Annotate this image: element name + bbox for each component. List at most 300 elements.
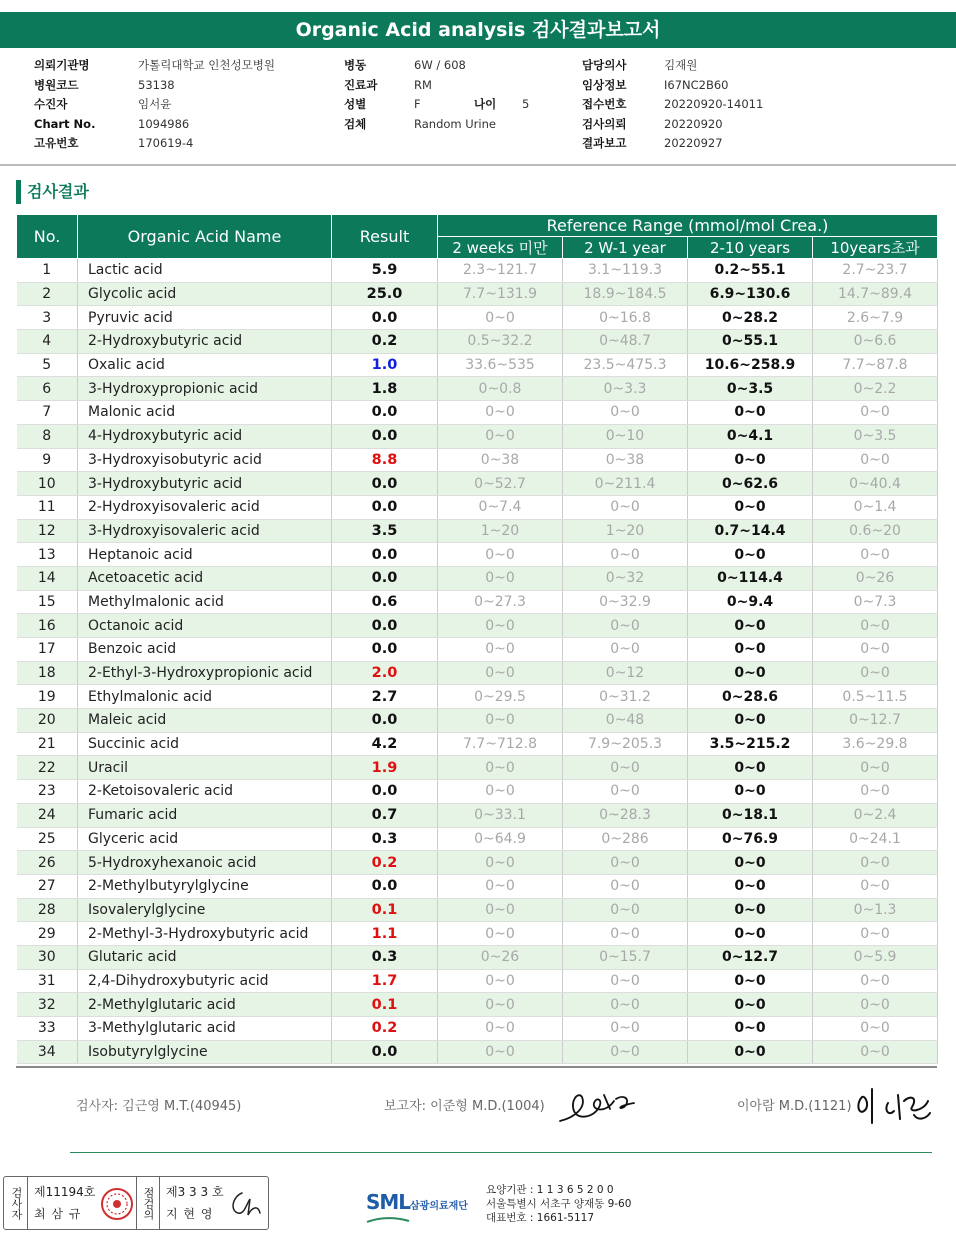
row-acid-name: Glyceric acid — [78, 827, 332, 851]
row-range-2w: 0~0 — [438, 922, 563, 946]
row-range-10y-plus: 0~1.3 — [813, 898, 938, 922]
info-label: 검사의뢰 — [582, 116, 627, 131]
third-signature-label: 이아람 M.D.(1121) — [737, 1099, 852, 1114]
row-result: 1.8 — [332, 377, 438, 401]
row-range-10y-plus: 2.6~7.9 — [813, 306, 938, 330]
row-range-2-10y: 0~0 — [688, 638, 813, 662]
row-result: 1.0 — [332, 353, 438, 377]
row-range-10y-plus: 0.6~20 — [813, 519, 938, 543]
row-no: 20 — [17, 709, 78, 733]
row-range-2w-1y: 0~48.7 — [563, 330, 688, 354]
row-acid-name: Uracil — [78, 756, 332, 780]
row-acid-name: Isobutyrylglycine — [78, 1040, 332, 1064]
row-range-2-10y: 3.5~215.2 — [688, 732, 813, 756]
row-acid-name: Ethylmalonic acid — [78, 685, 332, 709]
row-range-2-10y: 0~3.5 — [688, 377, 813, 401]
row-range-2w-1y: 0~15.7 — [563, 945, 688, 969]
row-acid-name: Lactic acid — [78, 259, 332, 283]
table-row — [17, 590, 938, 614]
row-range-2w: 0~7.4 — [438, 495, 563, 519]
row-acid-name: 2-Methylglutaric acid — [78, 993, 332, 1017]
table-row — [17, 330, 938, 354]
row-acid-name: Octanoic acid — [78, 614, 332, 638]
table-row — [17, 756, 938, 780]
row-no: 24 — [17, 803, 78, 827]
row-no: 15 — [17, 590, 78, 614]
info-label: 결과보고 — [582, 136, 627, 150]
row-range-2w: 7.7~712.8 — [438, 732, 563, 756]
institution-details — [486, 1183, 631, 1225]
row-range-2w: 0~64.9 — [438, 827, 563, 851]
row-no: 29 — [17, 922, 78, 946]
row-range-2-10y: 10.6~258.9 — [688, 353, 813, 377]
row-range-2w-1y: 0~0 — [563, 401, 688, 425]
row-result: 0.0 — [332, 566, 438, 590]
footer-rule — [70, 1152, 932, 1153]
row-no: 10 — [17, 472, 78, 496]
info-value: RM — [414, 77, 432, 92]
row-acid-name: 2,4-Dihydroxybutyric acid — [78, 969, 332, 993]
row-range-10y-plus: 0~0 — [813, 661, 938, 685]
row-range-10y-plus: 0~0 — [813, 401, 938, 425]
row-result: 1.1 — [332, 922, 438, 946]
row-no: 30 — [17, 945, 78, 969]
row-range-2-10y: 6.9~130.6 — [688, 282, 813, 306]
row-range-2w: 0~26 — [438, 945, 563, 969]
table-end-rule — [16, 1066, 937, 1068]
row-range-2w-1y: 0~16.8 — [563, 306, 688, 330]
row-no: 3 — [17, 306, 78, 330]
row-range-2w: 0~0.8 — [438, 377, 563, 401]
info-label: Chart No. — [34, 116, 96, 131]
row-range-2-10y: 0~0 — [688, 874, 813, 898]
row-acid-name: Maleic acid — [78, 709, 332, 733]
row-range-2w-1y: 0~286 — [563, 827, 688, 851]
row-range-2-10y: 0~18.1 — [688, 803, 813, 827]
row-acid-name: Benzoic acid — [78, 638, 332, 662]
row-range-2w: 0~0 — [438, 756, 563, 780]
row-acid-name: Pyruvic acid — [78, 306, 332, 330]
row-no: 26 — [17, 851, 78, 875]
row-range-2-10y: 0~0 — [688, 543, 813, 567]
row-range-10y-plus: 0~0 — [813, 1040, 938, 1064]
info-col-3 — [582, 56, 763, 154]
info-value: I67NC2B60 — [664, 77, 729, 92]
header-range-col: 2 weeks 미만 — [438, 237, 563, 259]
row-result: 0.0 — [332, 638, 438, 662]
row-range-2-10y: 0~28.2 — [688, 306, 813, 330]
row-range-2w: 0~0 — [438, 1040, 563, 1064]
row-range-2w: 0~0 — [438, 543, 563, 567]
info-label: 진료과 — [344, 77, 378, 92]
row-range-10y-plus: 0~0 — [813, 874, 938, 898]
info-label: 임상정보 — [582, 77, 627, 92]
row-range-2w-1y: 0~0 — [563, 495, 688, 519]
row-range-10y-plus: 0~0 — [813, 851, 938, 875]
row-no: 4 — [17, 330, 78, 354]
table-row — [17, 424, 938, 448]
header-range-col: 2-10 years — [688, 237, 813, 259]
row-acid-name: Isovalerylglycine — [78, 898, 332, 922]
row-range-10y-plus: 0~12.7 — [813, 709, 938, 733]
row-acid-name: 4-Hydroxybutyric acid — [78, 424, 332, 448]
row-range-2w: 0~0 — [438, 306, 563, 330]
row-range-2-10y: 0~0 — [688, 969, 813, 993]
row-range-10y-plus: 0~6.6 — [813, 330, 938, 354]
row-range-10y-plus: 0~40.4 — [813, 472, 938, 496]
row-no: 22 — [17, 756, 78, 780]
info-value: 1094986 — [138, 116, 190, 131]
results-body — [17, 259, 938, 1064]
row-range-10y-plus: 0~1.4 — [813, 495, 938, 519]
row-no: 27 — [17, 874, 78, 898]
row-no: 23 — [17, 780, 78, 804]
row-range-2w-1y: 0~3.3 — [563, 377, 688, 401]
info-value: 170619-4 — [138, 136, 194, 150]
table-row — [17, 401, 938, 425]
table-row — [17, 803, 938, 827]
row-acid-name: Glycolic acid — [78, 282, 332, 306]
row-range-2w: 0~0 — [438, 1017, 563, 1041]
row-acid-name: 3-Hydroxypropionic acid — [78, 377, 332, 401]
row-result: 0.0 — [332, 874, 438, 898]
row-range-2w-1y: 0~38 — [563, 448, 688, 472]
row-range-2-10y: 0~28.6 — [688, 685, 813, 709]
row-result: 0.0 — [332, 709, 438, 733]
row-no: 31 — [17, 969, 78, 993]
header-reference-range: Reference Range (mmol/mol Crea.) — [438, 215, 938, 237]
row-range-2w-1y: 0~0 — [563, 922, 688, 946]
row-result: 2.0 — [332, 661, 438, 685]
table-row — [17, 566, 938, 590]
info-value: 김재원 — [664, 58, 698, 72]
row-result: 0.0 — [332, 495, 438, 519]
row-no: 17 — [17, 638, 78, 662]
row-range-10y-plus: 14.7~89.4 — [813, 282, 938, 306]
table-row — [17, 945, 938, 969]
row-range-2w-1y: 0~0 — [563, 851, 688, 875]
info-value: 가톨릭대학교 인천성모병원 — [138, 58, 275, 72]
row-no: 33 — [17, 1017, 78, 1041]
row-range-2-10y: 0~0 — [688, 922, 813, 946]
row-result: 0.2 — [332, 1017, 438, 1041]
row-range-10y-plus: 0~0 — [813, 922, 938, 946]
row-range-2w-1y: 3.1~119.3 — [563, 259, 688, 283]
row-range-2w-1y: 0~32 — [563, 566, 688, 590]
row-acid-name: 3-Hydroxybutyric acid — [78, 472, 332, 496]
row-range-2-10y: 0~4.1 — [688, 424, 813, 448]
row-acid-name: Glutaric acid — [78, 945, 332, 969]
row-range-10y-plus: 0~0 — [813, 756, 938, 780]
row-range-2w-1y: 7.9~205.3 — [563, 732, 688, 756]
third-signature-icon — [854, 1085, 936, 1129]
row-no: 12 — [17, 519, 78, 543]
certification-stamp — [3, 1176, 269, 1230]
row-acid-name: 2-Ketoisovaleric acid — [78, 780, 332, 804]
row-range-2w-1y: 0~10 — [563, 424, 688, 448]
row-range-2-10y: 0~76.9 — [688, 827, 813, 851]
row-result: 0.2 — [332, 851, 438, 875]
row-result: 0.2 — [332, 330, 438, 354]
row-range-2w: 0~0 — [438, 424, 563, 448]
row-range-2-10y: 0~0 — [688, 756, 813, 780]
row-range-10y-plus: 0~0 — [813, 638, 938, 662]
row-acid-name: Oxalic acid — [78, 353, 332, 377]
row-range-2w-1y: 0~0 — [563, 969, 688, 993]
row-acid-name: 3-Methylglutaric acid — [78, 1017, 332, 1041]
table-row — [17, 377, 938, 401]
row-range-2-10y: 0~0 — [688, 993, 813, 1017]
row-range-2-10y: 0~0 — [688, 495, 813, 519]
table-row — [17, 519, 938, 543]
info-label: 병원코드 — [34, 77, 79, 92]
stamp-name: 최 삼 규 — [34, 1207, 82, 1221]
row-range-2w-1y: 0~28.3 — [563, 803, 688, 827]
seal-icon — [100, 1187, 134, 1221]
row-range-10y-plus: 3.6~29.8 — [813, 732, 938, 756]
info-divider — [0, 164, 956, 166]
section-title: 검사결과 — [16, 180, 89, 204]
table-row — [17, 898, 938, 922]
row-acid-name: 2-Methyl-3-Hydroxybutyric acid — [78, 922, 332, 946]
row-no: 8 — [17, 424, 78, 448]
row-no: 19 — [17, 685, 78, 709]
row-range-2w: 7.7~131.9 — [438, 282, 563, 306]
row-range-2-10y: 0~114.4 — [688, 566, 813, 590]
row-acid-name: 2-Hydroxybutyric acid — [78, 330, 332, 354]
row-range-2w: 0~0 — [438, 709, 563, 733]
table-row — [17, 827, 938, 851]
row-range-2w-1y: 0~0 — [563, 543, 688, 567]
row-range-2w-1y: 0~32.9 — [563, 590, 688, 614]
row-range-2w: 0~0 — [438, 851, 563, 875]
row-range-2w-1y: 23.5~475.3 — [563, 353, 688, 377]
row-range-10y-plus: 0~3.5 — [813, 424, 938, 448]
row-range-2-10y: 0~0 — [688, 448, 813, 472]
sml-logo — [366, 1186, 478, 1226]
row-no: 9 — [17, 448, 78, 472]
info-col-1 — [34, 56, 275, 154]
table-row — [17, 661, 938, 685]
table-row — [17, 969, 938, 993]
row-range-2w-1y: 0~0 — [563, 780, 688, 804]
sml-logo-sub: 삼광의료재단 — [410, 1201, 468, 1212]
stamp-signature-icon — [226, 1187, 264, 1221]
table-row — [17, 543, 938, 567]
row-range-2w: 0~0 — [438, 898, 563, 922]
row-range-2w: 0~0 — [438, 638, 563, 662]
table-row — [17, 780, 938, 804]
row-range-2-10y: 0~0 — [688, 780, 813, 804]
row-range-10y-plus: 0~0 — [813, 969, 938, 993]
row-result: 2.7 — [332, 685, 438, 709]
row-range-10y-plus: 0~2.4 — [813, 803, 938, 827]
row-result: 0.0 — [332, 614, 438, 638]
row-no: 21 — [17, 732, 78, 756]
row-no: 34 — [17, 1040, 78, 1064]
stamp-side-label: 검사자 — [4, 1177, 28, 1229]
tester-signature-label: 검사자: 김근영 M.T.(40945) — [76, 1099, 242, 1114]
row-no: 14 — [17, 566, 78, 590]
row-range-10y-plus: 0~0 — [813, 993, 938, 1017]
info-label: 수진자 — [34, 97, 68, 111]
row-no: 28 — [17, 898, 78, 922]
info-label: 담당의사 — [582, 58, 627, 72]
table-row — [17, 448, 938, 472]
table-row — [17, 1017, 938, 1041]
info-label: 검체 — [344, 116, 367, 131]
row-range-10y-plus: 0~2.2 — [813, 377, 938, 401]
row-range-2w: 0~0 — [438, 969, 563, 993]
row-range-2-10y: 0~0 — [688, 898, 813, 922]
row-range-2w-1y: 0~12 — [563, 661, 688, 685]
row-result: 0.0 — [332, 306, 438, 330]
row-no: 25 — [17, 827, 78, 851]
row-range-10y-plus: 0~0 — [813, 614, 938, 638]
row-result: 0.6 — [332, 590, 438, 614]
table-row — [17, 282, 938, 306]
row-no: 7 — [17, 401, 78, 425]
row-acid-name: Fumaric acid — [78, 803, 332, 827]
row-range-2w: 0.5~32.2 — [438, 330, 563, 354]
row-result: 0.3 — [332, 945, 438, 969]
row-range-2-10y: 0~9.4 — [688, 590, 813, 614]
row-range-2-10y: 0~62.6 — [688, 472, 813, 496]
reporter-signature-icon — [556, 1087, 638, 1129]
row-range-2w: 33.6~535 — [438, 353, 563, 377]
row-no: 13 — [17, 543, 78, 567]
row-result: 4.2 — [332, 732, 438, 756]
row-range-2w-1y: 0~0 — [563, 756, 688, 780]
table-row — [17, 851, 938, 875]
row-range-2w-1y: 0~0 — [563, 874, 688, 898]
header-name: Organic Acid Name — [78, 215, 332, 259]
stamp-license-no: 제11194호 — [34, 1185, 96, 1199]
info-value: 53138 — [138, 77, 175, 92]
table-row — [17, 638, 938, 662]
row-acid-name: Heptanoic acid — [78, 543, 332, 567]
row-range-10y-plus: 0~26 — [813, 566, 938, 590]
reporter-signature-label: 보고자: 이준형 M.D.(1004) — [384, 1099, 545, 1114]
table-row — [17, 922, 938, 946]
row-result: 5.9 — [332, 259, 438, 283]
row-range-2w: 1~20 — [438, 519, 563, 543]
row-acid-name: Malonic acid — [78, 401, 332, 425]
row-range-10y-plus: 0.5~11.5 — [813, 685, 938, 709]
row-range-2w: 0~0 — [438, 401, 563, 425]
row-range-2-10y: 0~0 — [688, 709, 813, 733]
table-row — [17, 1040, 938, 1064]
stamp-check-no: 제3 3 3 호 — [166, 1185, 224, 1199]
table-row — [17, 472, 938, 496]
row-range-2w-1y: 0~0 — [563, 614, 688, 638]
info-value: 20220920-14011 — [664, 97, 764, 111]
info-label: 고유번호 — [34, 136, 79, 150]
row-result: 0.1 — [332, 993, 438, 1017]
institution-line: 대표번호 : 1661-5117 — [486, 1212, 595, 1224]
row-range-2-10y: 0~0 — [688, 851, 813, 875]
row-range-2-10y: 0.2~55.1 — [688, 259, 813, 283]
row-result: 0.0 — [332, 472, 438, 496]
row-range-2w-1y: 0~0 — [563, 1040, 688, 1064]
row-range-2-10y: 0.7~14.4 — [688, 519, 813, 543]
row-range-10y-plus: 0~0 — [813, 1017, 938, 1041]
row-range-2w: 0~0 — [438, 566, 563, 590]
info-label: 성별 — [344, 97, 367, 111]
row-no: 16 — [17, 614, 78, 638]
row-range-2w: 0~0 — [438, 993, 563, 1017]
row-range-10y-plus: 0~0 — [813, 780, 938, 804]
row-range-2-10y: 0~0 — [688, 614, 813, 638]
row-result: 1.7 — [332, 969, 438, 993]
row-range-2w: 0~0 — [438, 614, 563, 638]
row-acid-name: 5-Hydroxyhexanoic acid — [78, 851, 332, 875]
row-range-2w-1y: 1~20 — [563, 519, 688, 543]
row-acid-name: 2-Hydroxyisovaleric acid — [78, 495, 332, 519]
age-label: 나이 — [474, 97, 497, 111]
info-value: 20220927 — [664, 136, 723, 150]
row-result: 25.0 — [332, 282, 438, 306]
row-range-2w: 0~52.7 — [438, 472, 563, 496]
row-range-2-10y: 0~0 — [688, 1017, 813, 1041]
stamp-check-name: 지 현 영 — [166, 1207, 214, 1221]
row-range-2w-1y: 0~0 — [563, 993, 688, 1017]
age-value: 5 — [522, 97, 530, 111]
logo-swoosh-icon — [366, 1216, 410, 1224]
row-range-2w: 0~0 — [438, 780, 563, 804]
table-row — [17, 259, 938, 283]
info-value: 6W / 608 — [414, 58, 466, 72]
row-acid-name: Acetoacetic acid — [78, 566, 332, 590]
row-result: 0.1 — [332, 898, 438, 922]
row-result: 0.0 — [332, 780, 438, 804]
row-no: 5 — [17, 353, 78, 377]
row-range-2w-1y: 0~0 — [563, 1017, 688, 1041]
row-no: 11 — [17, 495, 78, 519]
info-value: F — [414, 97, 421, 111]
row-range-2w-1y: 0~0 — [563, 638, 688, 662]
row-acid-name: Methylmalonic acid — [78, 590, 332, 614]
stamp-check-label: 점검의 — [136, 1177, 160, 1229]
row-range-2-10y: 0~12.7 — [688, 945, 813, 969]
row-result: 0.0 — [332, 424, 438, 448]
row-range-2w: 0~0 — [438, 661, 563, 685]
info-value: 임서윤 — [138, 97, 172, 111]
row-range-2w: 0~27.3 — [438, 590, 563, 614]
table-row — [17, 709, 938, 733]
row-no: 18 — [17, 661, 78, 685]
table-row — [17, 614, 938, 638]
header-range-col: 2 W-1 year — [563, 237, 688, 259]
results-table — [16, 214, 938, 1064]
row-result: 8.8 — [332, 448, 438, 472]
row-range-2-10y: 0~0 — [688, 401, 813, 425]
info-label: 병동 — [344, 58, 367, 72]
row-range-10y-plus: 0~0 — [813, 543, 938, 567]
table-row — [17, 874, 938, 898]
info-col-2 — [344, 56, 529, 134]
table-row — [17, 685, 938, 709]
row-acid-name: 3-Hydroxyisobutyric acid — [78, 448, 332, 472]
row-range-2w: 0~29.5 — [438, 685, 563, 709]
row-range-10y-plus: 0~7.3 — [813, 590, 938, 614]
row-range-2w: 0~38 — [438, 448, 563, 472]
row-range-2w-1y: 0~48 — [563, 709, 688, 733]
row-range-10y-plus: 2.7~23.7 — [813, 259, 938, 283]
row-acid-name: 2-Methylbutyrylglycine — [78, 874, 332, 898]
table-row — [17, 495, 938, 519]
table-row — [17, 353, 938, 377]
